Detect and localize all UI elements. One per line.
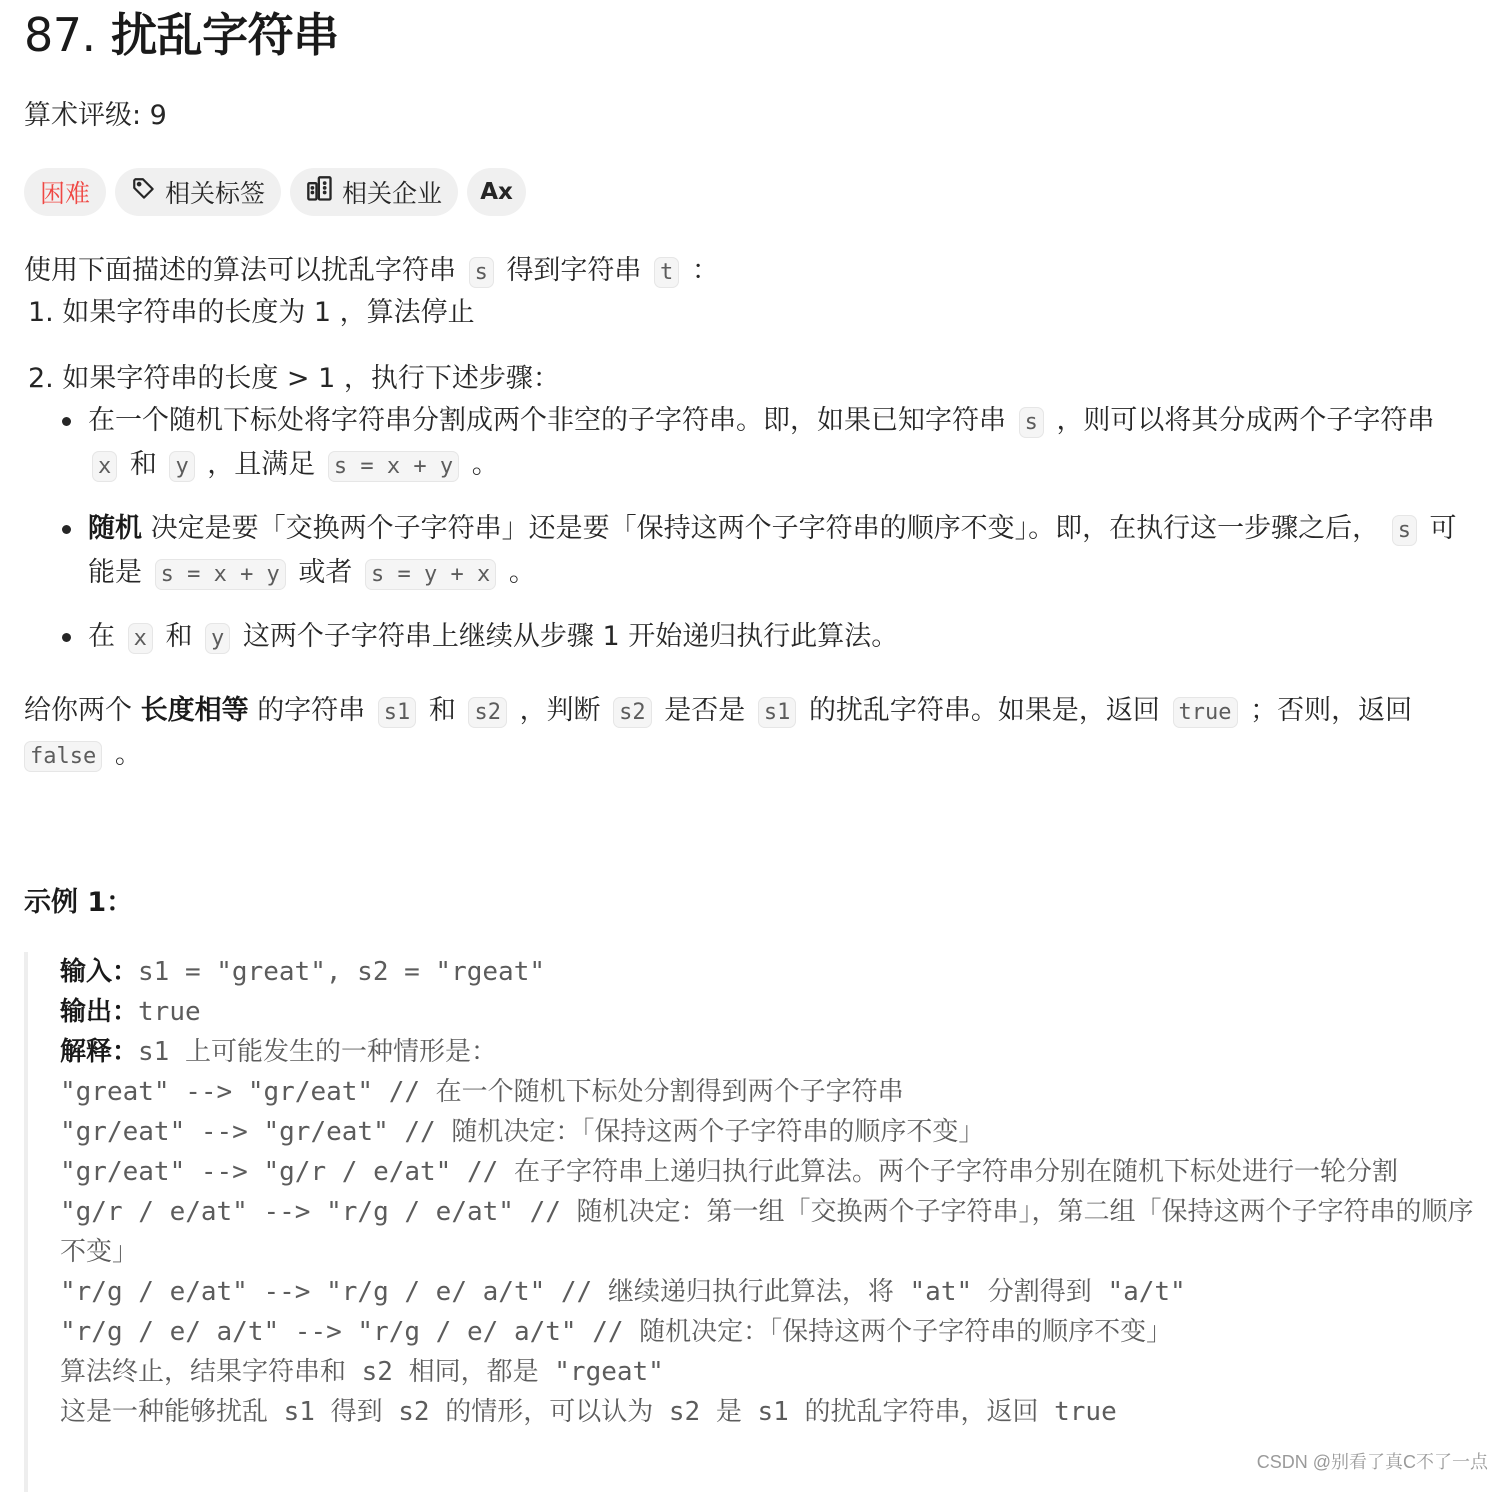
example-block (24, 952, 1494, 1492)
inline-code: s1 (378, 697, 417, 728)
task-text: 和 (428, 695, 456, 726)
task-text: 的扰乱字符串。如果是，返回 (808, 695, 1160, 726)
inline-code: y (205, 623, 230, 654)
output-label: 输出： (60, 997, 139, 1027)
inline-code: s = x + y (155, 559, 286, 590)
step-2: 2. 如果字符串的长度 > 1 ，执行下述步骤： (28, 363, 560, 394)
inline-code: s = y + x (365, 559, 496, 590)
inline-code: s (1392, 515, 1417, 546)
example-step-line: "gr/eat" --> "g/r / e/at" // 在子字符串上递归执行此算法。两个子字符串分别在随机下标处进行一轮分割 (60, 1157, 1398, 1187)
example-step-line: "gr/eat" --> "gr/eat" // 随机决定：「保持这两个子字符串的顺序不变」 (60, 1117, 985, 1147)
inline-code: s1 (758, 697, 797, 728)
related-companies-label: 相关企业 (342, 179, 443, 208)
inline-code: x (92, 451, 117, 482)
tag-icon (131, 176, 165, 208)
inline-code: s2 (613, 697, 652, 728)
example-step-line: 算法终止，结果字符串和 s2 相同，都是 "rgeat" (60, 1357, 664, 1387)
bullet-text: ，则可以将其分成两个子字符串 (1056, 405, 1435, 436)
task-text: ，判断 (519, 695, 601, 726)
related-companies-button[interactable] (290, 168, 458, 216)
intro-text: ： (691, 255, 719, 286)
explanation-value: s1 上可能发生的一种情形是： (138, 1037, 497, 1067)
explanation-label: 解释： (60, 1037, 139, 1067)
bullet-text: 。 (471, 449, 499, 480)
bullet-text: ，且满足 (207, 449, 316, 480)
bold-text: 长度相等 (140, 695, 249, 726)
problem-title[interactable]: 扰乱字符串 (111, 8, 339, 62)
example-step-line: "great" --> "gr/eat" // 在一个随机下标处分割得到两个子字符串 (60, 1077, 904, 1107)
bullet-item (88, 508, 1468, 596)
bullet-text: 决定是要「交换两个子字符串」还是要「保持这两个子字符串的顺序不变」。即，在执行这一步骤之后， (150, 513, 1380, 544)
inline-code: t (654, 257, 679, 288)
bullet-text: 和 (165, 621, 193, 652)
intro-text: 使用下面描述的算法可以扰乱字符串 (24, 255, 456, 286)
difficulty-label: 困难 (40, 179, 91, 208)
example-title: 示例 1： (24, 887, 134, 918)
inline-code: x (128, 623, 153, 654)
inline-code: s2 (468, 697, 507, 728)
inline-code: s (469, 257, 494, 288)
bullet-item (88, 616, 1468, 660)
bullet-text: 这两个子字符串上继续从步骤 1 开始递归执行此算法。 (242, 621, 899, 652)
inline-code: s (1019, 407, 1044, 438)
inline-code: true (1173, 697, 1238, 728)
inline-code: y (169, 451, 194, 482)
related-tags-label: 相关标签 (165, 179, 266, 208)
intro-paragraph (24, 250, 719, 294)
task-text: ；否则，返回 (1250, 695, 1413, 726)
input-value: s1 = "great", s2 = "rgeat" (138, 957, 546, 987)
bullet-text: 或者 (298, 557, 353, 588)
translate-button[interactable] (467, 168, 526, 216)
example-input (60, 952, 1494, 992)
difficulty-badge (24, 168, 106, 216)
example-step-line: "r/g / e/ a/t" --> "r/g / e/ a/t" // 随机决定：「保持这两个子字符串的顺序不变」 (60, 1317, 1173, 1347)
bullet-text: 。 (508, 557, 536, 588)
task-text: 是否是 (664, 695, 746, 726)
related-tags-button[interactable] (115, 168, 281, 216)
bold-text: 随机 (88, 513, 142, 544)
rating-label: 算术评级: 9 (24, 100, 167, 131)
task-text: 的字符串 (257, 695, 366, 726)
page-title (24, 4, 339, 66)
task-text: 给你两个 (24, 695, 132, 726)
example-explanation (60, 1032, 1494, 1072)
problem-number: 87. (24, 8, 96, 62)
example-step-line: 这是一种能够扰乱 s1 得到 s2 的情形，可以认为 s2 是 s1 的扰乱字符串，返回 true (60, 1397, 1117, 1427)
bullet-text: 在 (88, 621, 115, 652)
inline-code: false (24, 741, 102, 772)
example-step-line: "g/r / e/at" --> "r/g / e/at" // 随机决定：第一组「交换两个子字符串」，第二组「保持这两个子字符串的顺序不变」 (60, 1197, 1474, 1267)
building-icon (306, 175, 342, 209)
chip-row (24, 168, 526, 216)
input-label: 输入： (60, 957, 139, 987)
bullet-text: 可能是 (88, 513, 1457, 588)
step-1: 1. 如果字符串的长度为 1 ，算法停止 (28, 297, 475, 328)
task-text: 。 (114, 739, 142, 770)
bullet-text: 和 (129, 449, 157, 480)
bullet-item (88, 400, 1468, 488)
example-step-line: "r/g / e/at" --> "r/g / e/ a/t" // 继续递归执行此算法，将 "at" 分割得到 "a/t" (60, 1277, 1186, 1307)
task-paragraph (24, 690, 1424, 778)
inline-code: s = x + y (328, 451, 459, 482)
example-output (60, 992, 1494, 1032)
bullet-text: 在一个随机下标处将字符串分割成两个非空的子字符串。即，如果已知字符串 (88, 405, 1006, 436)
intro-text: 得到字符串 (506, 255, 642, 286)
translate-icon: Ax (480, 179, 513, 205)
output-value: true (138, 997, 201, 1027)
watermark: CSDN @别看了真C不了一点 (1256, 1452, 1488, 1472)
